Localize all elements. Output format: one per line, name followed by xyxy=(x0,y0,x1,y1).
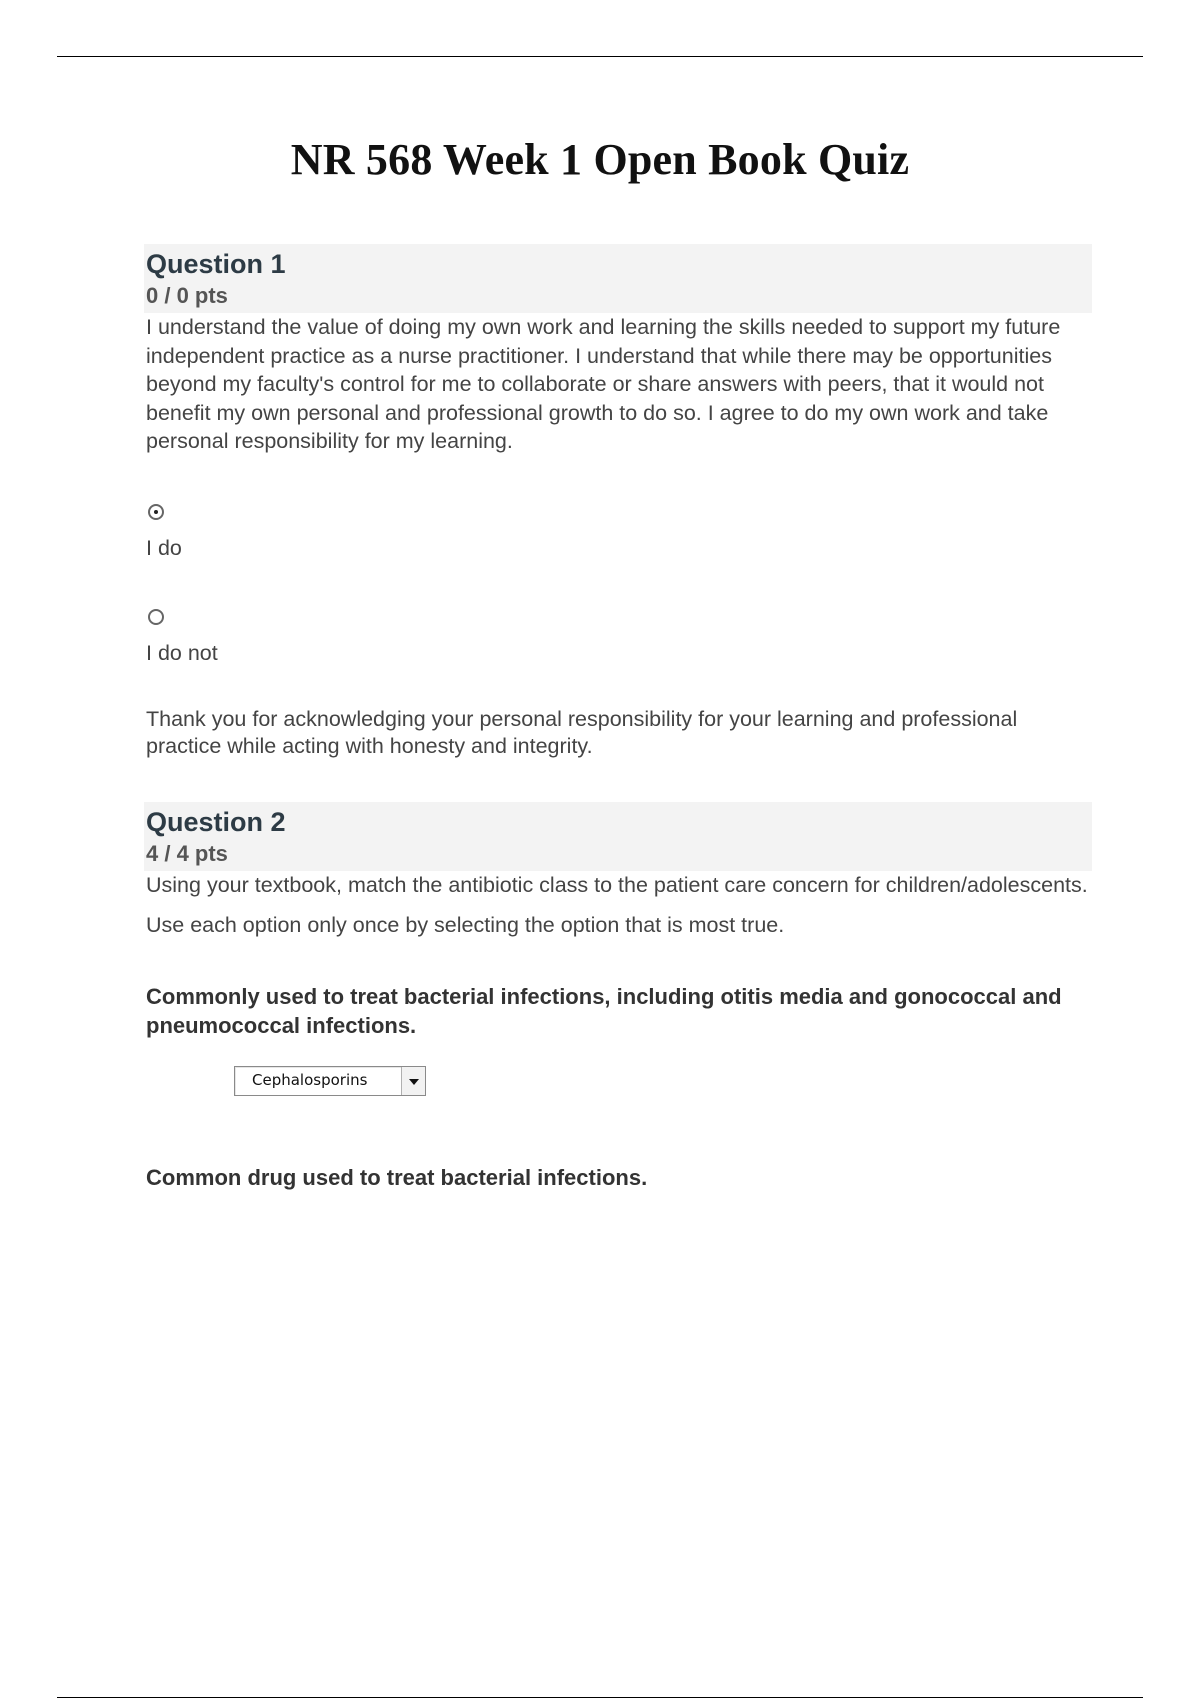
option-label: I do not xyxy=(146,640,218,665)
question-points: 0 / 0 pts xyxy=(146,283,228,308)
matching-select-wrapper xyxy=(234,1066,1090,1101)
question-instruction: Use each option only once by selecting the option that is most true. xyxy=(146,913,785,937)
document-title: NR 568 Week 1 Open Book Quiz xyxy=(290,135,910,184)
top-rule xyxy=(57,56,1143,57)
chevron-down-icon[interactable] xyxy=(401,1067,425,1095)
bottom-rule xyxy=(57,1697,1143,1698)
matching-prompt: Common drug used to treat bacterial infections. xyxy=(146,1164,648,1190)
answer-option-i-do[interactable] xyxy=(146,504,1090,561)
radio-selected-icon[interactable] xyxy=(148,504,164,520)
question-2 xyxy=(146,802,1090,1192)
answer-select-dropdown[interactable] xyxy=(234,1066,426,1096)
select-value: Cephalosporins xyxy=(252,1070,368,1089)
question-text: Using your textbook, match the antibiotic class to the patient care concern for children/adolescents. xyxy=(146,872,1088,897)
question-title: Question 2 xyxy=(146,806,286,837)
question-1-header xyxy=(144,244,1092,313)
answer-feedback: Thank you for acknowledging your personal responsibility for your learning and professional practice while acting with honesty and integrity. xyxy=(146,706,1018,758)
question-text: I understand the value of doing my own work and learning the skills needed to support my future independent practice as a nurse practitioner. I understand that while there may be opportunities beyond my faculty's control for me to collaborate or share answers with peers, that it would not benefit my own personal and professional growth to do so. I agree to do my own work and take personal responsibility for my learning. xyxy=(146,315,1061,453)
question-2-header xyxy=(144,802,1092,871)
radio-unselected-icon[interactable] xyxy=(148,609,164,625)
option-label: I do xyxy=(146,535,182,560)
quiz-content xyxy=(146,244,1090,1192)
question-1 xyxy=(146,244,1090,760)
question-points: 4 / 4 pts xyxy=(146,840,228,866)
answer-option-i-do-not[interactable] xyxy=(146,609,1090,666)
question-title: Question 1 xyxy=(146,249,286,279)
matching-prompt: Commonly used to treat bacterial infections, including otitis media and gonococcal and pneumococcal infections. xyxy=(146,983,1062,1038)
